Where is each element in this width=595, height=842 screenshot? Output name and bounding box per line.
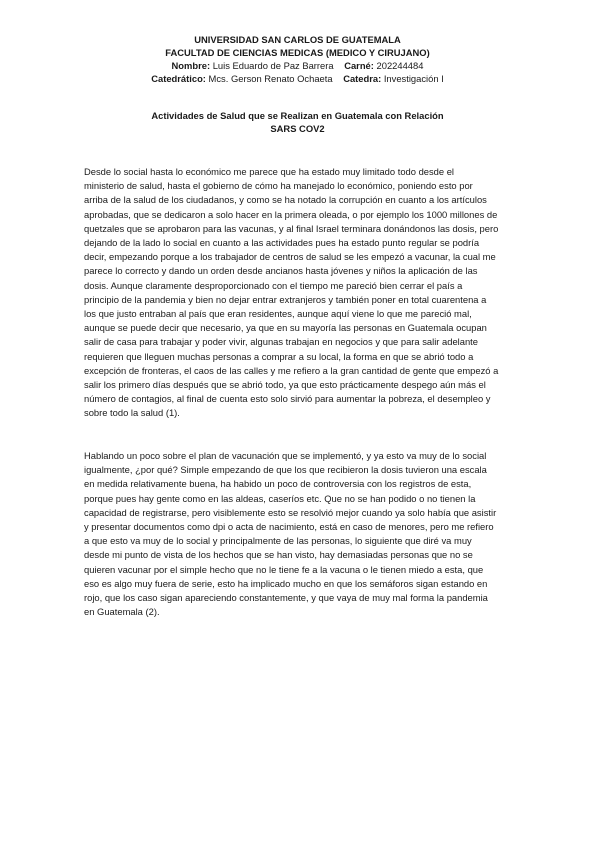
text-line: sobre todo la salud (1). <box>84 407 180 419</box>
document-header <box>0 33 595 85</box>
catedratico-label: Catedrático: <box>151 73 206 84</box>
text-line: quieren vacunar por el simple hecho que no le tiene fe a la vacuna o le tienen miedo a esta, que <box>84 563 484 575</box>
text-line: salir de casa para trabajar y poder vivir, algunas trabajan en negocios y que para salir adelante <box>84 336 478 348</box>
text-line: ministerio de salud, hasta el gobierno de cómo ha manejado lo económico, poniendo esto por <box>84 180 473 192</box>
text-line: principio de la pandemia y bien no dejar entrar extranjeros y también poner en total cuarentena a <box>84 293 487 305</box>
text-line: Desde lo social hasta lo económico me parece que ha estado muy limitado todo desde el <box>84 166 455 177</box>
teacher-row <box>0 72 595 85</box>
text-line: en Guatemala (2). <box>84 606 160 618</box>
university-name: UNIVERSIDAD SAN CARLOS DE GUATEMALA <box>194 34 401 45</box>
text-line: en medida relativamente buena, ha habido un poco de controversia con los registros de esta, <box>84 478 472 490</box>
text-line: requieren que lleguen muchas personas a comprar a su local, la forma en que se abrió todo a <box>84 350 474 362</box>
text-line: excepción de fronteras, el caos de las calles y me refiero a la gran cantidad de gente que empezó a <box>84 364 499 376</box>
catedra-label: Catedra: <box>343 73 382 84</box>
text-line: los que justo entraban al país que eran residentes, aunque aquí viene lo que me pareció mal, <box>84 308 472 320</box>
text-line: parece lo correcto y dando un orden desde ancianos hasta jóvenes y niños la aplicación de las <box>84 265 478 277</box>
name-label: Nombre: <box>171 60 211 71</box>
student-row <box>0 59 595 72</box>
title-line-2: SARS COV2 <box>270 123 325 134</box>
text-line: salir los primero días después que se abrió todo, ya que esto prácticamente despego aún más el <box>84 379 486 391</box>
paragraph-2 <box>84 449 516 619</box>
text-line: arriba de la salud de los ciudadanos, y como se ha notado la corrupción en cuanto a los artículos <box>84 194 487 206</box>
text-line: desde mi punto de vista de los hechos que se han visto, hay demasiadas personas que no se <box>84 549 473 561</box>
text-line: rojo, que los caso sigan apareciendo constantemente, y que vaya de muy mal forma la pandemia <box>84 592 488 604</box>
carne-label: Carné: <box>344 60 374 71</box>
text-line: número de contagios, al final de cuenta esto solo sirvió para aumentar la pobreza, el desempleo y <box>84 393 491 405</box>
title-line-1: Actividades de Salud que se Realizan en Guatemala con Relación <box>151 110 444 121</box>
document-title <box>0 109 595 135</box>
text-line: porque pues hay gente como en las aldeas, caseríos etc. Que no se han podido o no tienen la <box>84 492 476 504</box>
catedra-value: Investigación I <box>383 73 444 84</box>
text-line: Hablando un poco sobre el plan de vacunación que se implementó, y ya esto va muy de lo social <box>84 450 487 461</box>
text-line: y presentar documentos como dpi o acta de nacimiento, está en caso de menores, pero me refiero <box>84 521 494 533</box>
text-line: dosis. Aunque claramente desproporcionado con el tiempo me pareció bien cerrar el país a <box>84 279 463 291</box>
text-line: decir, empezando porque a los trabajador de centros de salud se les empezó a vacunar, la cual me <box>84 251 496 263</box>
carne-value: 202244484 <box>376 60 424 71</box>
text-line: eso es algo muy fuera de serie, esto ha implicado mucho en que los semáforos sigan estando en <box>84 577 488 589</box>
text-line: a que esto va muy de lo social y principalmente de las personas, lo siguiente que diré va muy <box>84 535 472 547</box>
name-value: Luis Eduardo de Paz Barrera <box>212 60 334 71</box>
text-line: dejando de la lado lo social en cuanto a las actividades pues ha estado punto regular se podría <box>84 237 480 249</box>
text-line: aprobadas, que se dedicaron a solo hacer en la primera oleada, o por ejemplo los 1000 millones de <box>84 208 498 220</box>
text-line: quetzales que se aprobaron para las vacunas, y al final Israel terminara donándonos las dosis, pero <box>84 222 499 234</box>
text-line: igualmente, ¿por qué? Simple empezando de que los que recibieron la dosis tuvieron una escala <box>84 464 487 476</box>
text-line: capacidad de registrarse, pero visiblemente esto se resolvió mejor cuando ya solo había que asistir <box>84 506 497 518</box>
catedratico-value: Mcs. Gerson Renato Ochaeta <box>208 73 333 84</box>
paragraph-1 <box>84 165 516 421</box>
text-line: aunque se puede decir que necesario, ya que en su mayoría las personas en Guatemala ocupan <box>84 322 487 334</box>
faculty-name: FACULTAD DE CIENCIAS MEDICAS (MEDICO Y CIRUJANO) <box>165 47 430 58</box>
